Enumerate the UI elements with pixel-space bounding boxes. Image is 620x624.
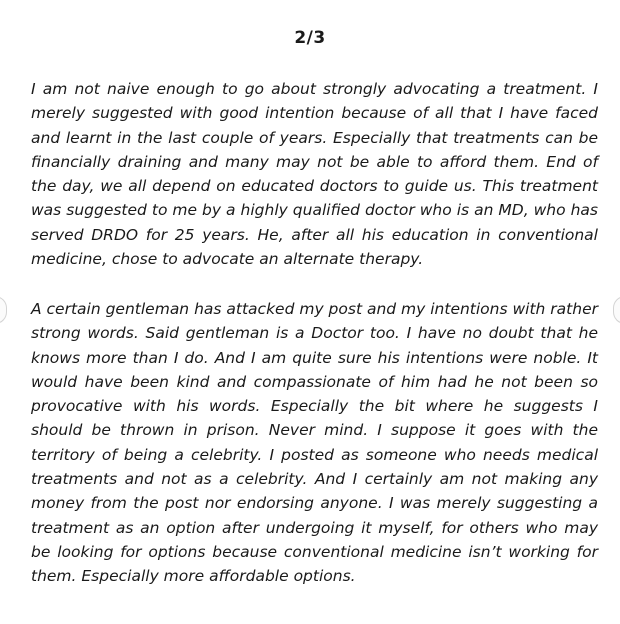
page-number: 2/3 xyxy=(294,28,326,48)
paragraph-1: I am not naive enough to go about strongly advocating a treatment. I merely suggested with good intention because of all that I have faced and learnt in the last couple of years. Especially that treatments can be financially draining and many may not be able to afford them. End of the day, we all depend on educated doctors to guide us. This treatment was suggested to me by a highly qualified doctor who is an MD, who has served DRDO for 25 years. He, after all his education in conventional medicine, chose to advocate an alternate therapy. xyxy=(31,80,598,269)
left-edge-mark xyxy=(0,296,7,324)
paragraph-2: A certain gentleman has attacked my post and my intentions with rather strong words. Said gentleman is a Doctor too. I have no doubt that he knows more than I do. And I am quite sure his intentions were noble. It would have been kind and compassionate of him had he not been so provocative with his words. Especially the bit where he suggests I should be thrown in prison. Never mind. I suppose it goes with the territory of being a celebrity. I posted as someone who needs medical treatments and not as a celebrity. And I certainly am not making any money from the post nor endorsing anyone. I was merely suggesting a treatment as an option after undergoing it myself, for others who may be looking for options because conventional medicine isn’t working for them. Especially more affordable options. xyxy=(31,300,598,586)
right-edge-mark xyxy=(613,296,620,324)
